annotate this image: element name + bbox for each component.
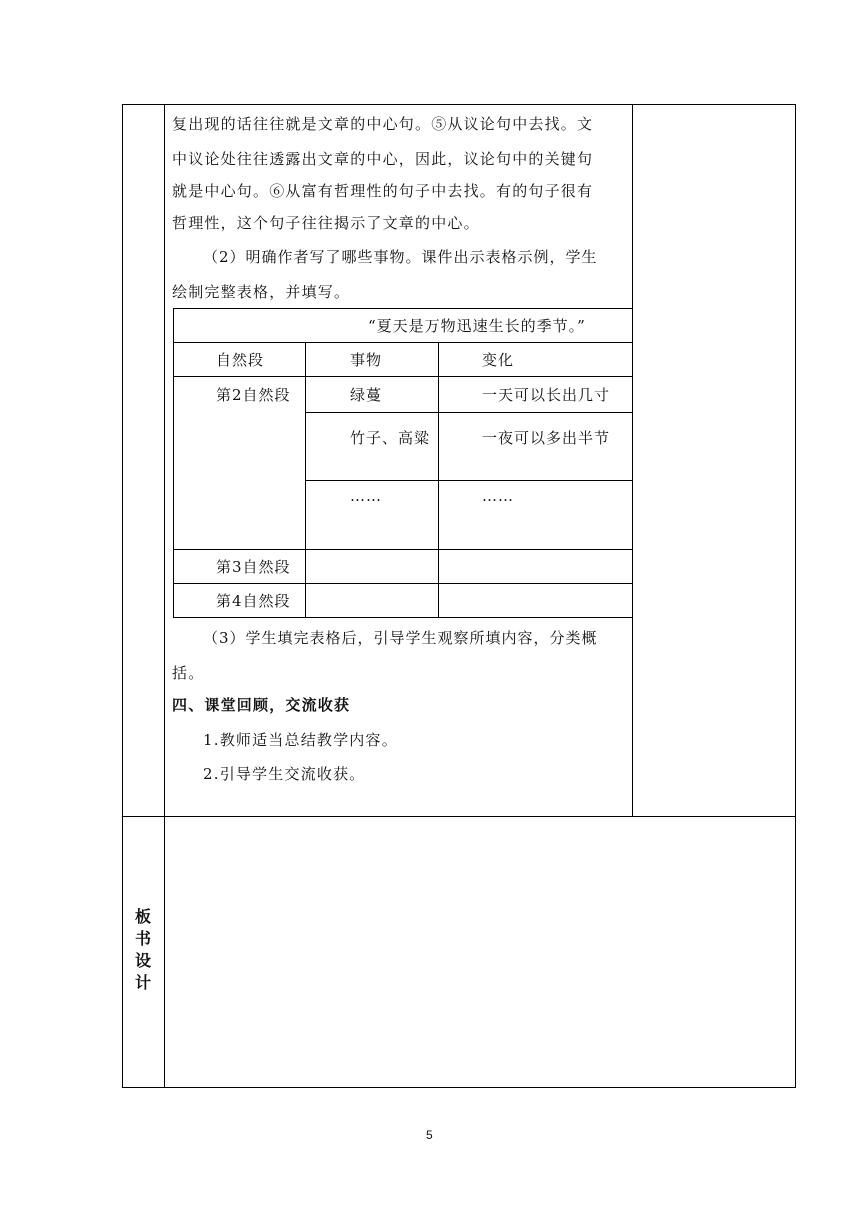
inner-table-row-divider	[305, 480, 632, 481]
list-item: 1.教师适当总结教学内容。	[203, 731, 398, 749]
inner-table-cell-thing: ……	[350, 487, 382, 505]
paragraph-line: 中议论处往往透露出文章的中心，因此，议论句中的关键句	[172, 150, 594, 168]
inner-table-cell-change: ……	[482, 487, 514, 505]
board-design-label	[133, 906, 153, 994]
inner-table-cell-thing: 竹子、高粱	[350, 429, 431, 447]
outer-table-top-border	[122, 104, 796, 105]
outer-table-notes-divider	[632, 104, 633, 816]
page-number: 5	[426, 1128, 433, 1142]
inner-table-title: “夏天是万物迅速生长的季节。”	[368, 317, 586, 335]
inner-table-col-divider	[305, 342, 306, 618]
inner-table-header-divider	[173, 376, 632, 377]
inner-table-row-divider	[173, 549, 632, 550]
inner-table-bottom-border	[173, 617, 632, 618]
section-heading: 四、课堂回顾，交流收获	[172, 696, 351, 714]
outer-table-right-border	[795, 104, 796, 1088]
paragraph-line: 就是中心句。⑥从富有哲理性的句子中去找。有的句子很有	[172, 182, 594, 200]
inner-table-cell-paragraph: 第2自然段	[216, 386, 291, 404]
inner-table-header: 自然段	[216, 351, 265, 369]
paragraph-line: （3）学生填完表格后，引导学生观察所填内容，分类概	[203, 629, 598, 647]
inner-table-cell-change: 一夜可以多出半节	[482, 429, 611, 447]
board-design-char: 设	[134, 951, 151, 970]
outer-table-col-divider	[164, 104, 165, 1088]
inner-table-cell-paragraph: 第3自然段	[216, 558, 291, 576]
paragraph-line: 复出现的话往往就是文章的中心句。⑤从议论句中去找。文	[172, 115, 594, 133]
inner-table-header: 事物	[350, 351, 383, 369]
inner-table-cell-paragraph: 第4自然段	[216, 592, 291, 610]
inner-table-title-divider	[173, 342, 632, 343]
paragraph-line: （2）明确作者写了哪些事物。课件出示表格示例，学生	[203, 248, 598, 266]
paragraph-line: 括。	[172, 664, 205, 682]
inner-table-col-divider	[438, 342, 439, 618]
inner-table-top-border	[173, 308, 632, 309]
inner-table-cell-change: 一天可以长出几寸	[482, 386, 611, 404]
outer-table-bottom-border	[122, 1087, 796, 1088]
inner-table-row-divider	[305, 412, 632, 413]
paragraph-line: 哲理性，这个句子往往揭示了文章的中心。	[172, 214, 480, 232]
outer-table-mid-border	[122, 816, 796, 817]
list-item: 2.引导学生交流收获。	[203, 765, 366, 783]
paragraph-line: 绘制完整表格，并填写。	[172, 283, 351, 301]
inner-table-cell-thing: 绿蔓	[350, 386, 383, 404]
board-design-char: 书	[134, 929, 151, 948]
inner-table-row-divider	[173, 583, 632, 584]
inner-table-left-border	[173, 308, 174, 618]
board-design-char: 计	[134, 973, 151, 992]
inner-table-header: 变化	[482, 351, 515, 369]
outer-table-left-border	[122, 104, 123, 1088]
board-design-char: 板	[134, 907, 151, 926]
